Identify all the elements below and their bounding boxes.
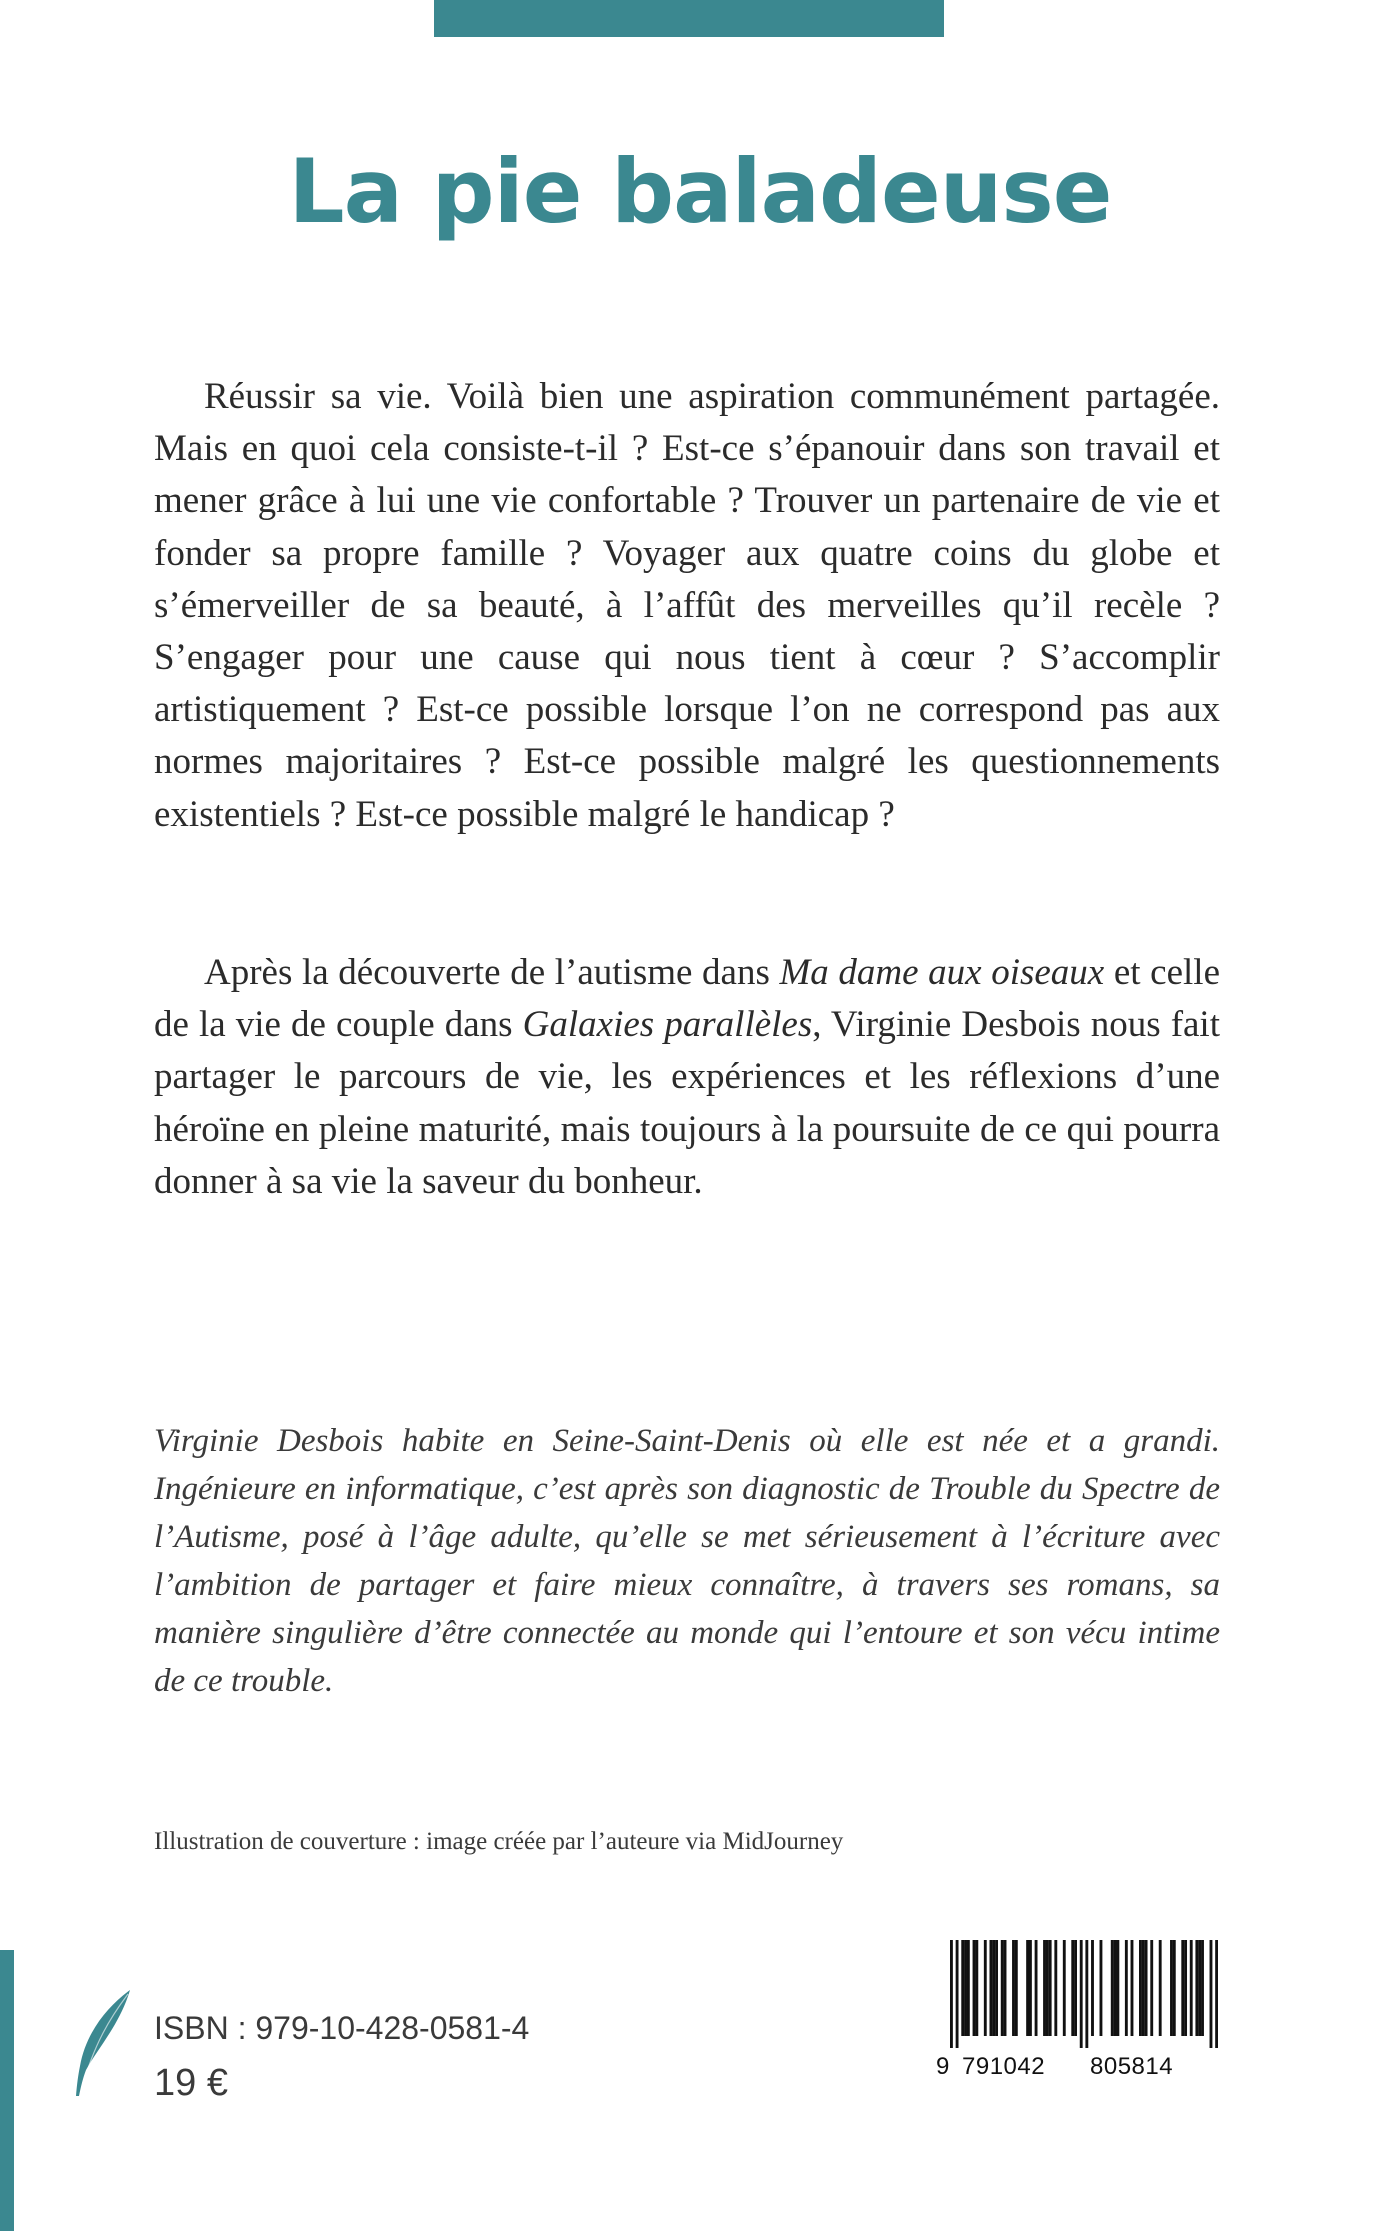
- barcode-digits: [936, 2053, 1226, 2193]
- barcode-bar: [1215, 1940, 1218, 2048]
- barcode-bar: [989, 1940, 992, 2036]
- author-bio: Virginie Desbois habite en Seine-Saint-Denis où elle est née et a grandi. Ingénieure en informatique, c’est après son diagnostic de Trouble du Spectre de l’Autisme, posé à l’âge adulte, qu’elle se met sérieusement à l’écriture avec l’ambition de partager et faire mieux connaître, à travers ses romans, sa manière singulière d’être connectée au monde qui l’entoure et son vécu intime de ce trouble.: [154, 1423, 1220, 1699]
- barcode-bar: [992, 1940, 995, 2036]
- barcode-bar: [973, 1940, 976, 2036]
- barcode-bar: [1071, 1940, 1074, 2036]
- barcode-bar: [1142, 1940, 1145, 2036]
- barcode-bar: [1035, 1940, 1038, 2036]
- blurb-text: Après la découverte de l’autisme dans: [204, 952, 780, 993]
- price: 19 €: [154, 2062, 228, 2104]
- barcode-bar: [1198, 1940, 1201, 2036]
- barcode-bar: [1116, 1940, 1119, 2036]
- blurb-text: , Virginie Desbois nous fait partager le parcours de vie, les expériences et les réflexions d’une héroïne en pleine maturité, mais toujours à la poursuite de ce qui pourra donner à sa vie la saveur du bonheur.: [154, 1004, 1220, 1202]
- barcode-left-group: 791042: [962, 2053, 1046, 2080]
- book-reference-title: Galaxies parallèles: [522, 1004, 813, 1046]
- top-accent-band: [434, 0, 944, 37]
- isbn: ISBN : 979-10-428-0581-4: [154, 2010, 530, 2046]
- barcode-bar: [1043, 1940, 1046, 2036]
- cover-credit: Illustration de couverture : image créée par l’auteure via MidJourney: [154, 1828, 844, 1855]
- barcode-bar: [1170, 1940, 1173, 2036]
- barcode-bar: [1150, 1940, 1153, 2036]
- barcode-bar: [1026, 1940, 1029, 2036]
- barcode-bar: [1085, 1940, 1088, 2048]
- barcode-bar: [1091, 1940, 1094, 2036]
- barcode-bar: [1125, 1940, 1128, 2036]
- barcode-bar: [1173, 1940, 1176, 2036]
- barcode-bar: [1184, 1940, 1187, 2036]
- barcode-bar: [1100, 1940, 1103, 2036]
- barcode-bar: [975, 1940, 978, 2036]
- barcode-bar: [1046, 1940, 1049, 2036]
- barcode-bar: [1004, 1940, 1007, 2036]
- barcode-bar: [950, 1940, 953, 2048]
- blurb-text: et celle de la vie de couple dans: [154, 952, 1220, 1046]
- barcode-bar: [1131, 1940, 1134, 2036]
- barcode-bar: [1210, 1940, 1213, 2048]
- barcode-bar: [1195, 1940, 1198, 2036]
- barcode-bar: [1139, 1940, 1142, 2036]
- barcode-right-group: 805814: [1090, 2053, 1174, 2080]
- barcode-bar: [1114, 1940, 1117, 2036]
- barcode-bar: [1015, 1940, 1018, 2036]
- barcode-bar: [1012, 1940, 1015, 2036]
- barcode-bar: [1029, 1940, 1032, 2036]
- barcode-bar: [1049, 1940, 1052, 2036]
- barcode-bar: [1001, 1940, 1004, 2036]
- feather-icon: [68, 1988, 134, 2100]
- barcode-first-digit: 9: [936, 2053, 950, 2080]
- barcode-bar: [967, 1940, 970, 2036]
- barcode-bar: [1080, 1940, 1083, 2048]
- barcode-bar: [995, 1940, 998, 2036]
- barcode-bar: [1201, 1940, 1204, 2036]
- barcode-bar: [1111, 1940, 1114, 2036]
- barcode-bar: [1074, 1940, 1077, 2036]
- barcode-bar: [1190, 1940, 1193, 2036]
- barcode-bar: [1054, 1940, 1057, 2036]
- left-accent-band: [0, 1950, 14, 2231]
- barcode-bar: [1145, 1940, 1148, 2036]
- barcode-bar: [1181, 1940, 1184, 2036]
- barcode-bar: [1063, 1940, 1066, 2036]
- blurb-paragraph-1: Réussir sa vie. Voilà bien une aspiration communément partagée. Mais en quoi cela consiste-t-il ? Est-ce s’épanouir dans son travail et mener grâce à lui une vie confortable ? Trouver un partenaire de vie et fonder sa propre famille ? Voyager aux quatre coins du globe et s’émerveiller de sa beauté, à l’affût des merveilles qu’il recèle ? S’engager pour une cause qui nous tient à cœur ? S’accomplir artistiquement ? Est-ce possible lorsque l’on ne correspond pas aux normes majoritaires ? Est-ce possible malgré les questionnements existentiels ? Est-ce possible malgré le handicap ?: [154, 376, 1220, 835]
- barcode-icon: [950, 1940, 1218, 2048]
- book-title: La pie baladeuse: [288, 140, 1112, 243]
- barcode-bar: [1159, 1940, 1162, 2036]
- barcode-bar: [961, 1940, 964, 2036]
- book-reference-title: Ma dame aux oiseaux: [779, 952, 1105, 993]
- barcode-bar: [984, 1940, 987, 2036]
- blurb-paragraph-2: [154, 947, 1220, 1208]
- barcode-bar: [964, 1940, 967, 2036]
- barcode-bar: [956, 1940, 959, 2048]
- barcode: [936, 1940, 1226, 2085]
